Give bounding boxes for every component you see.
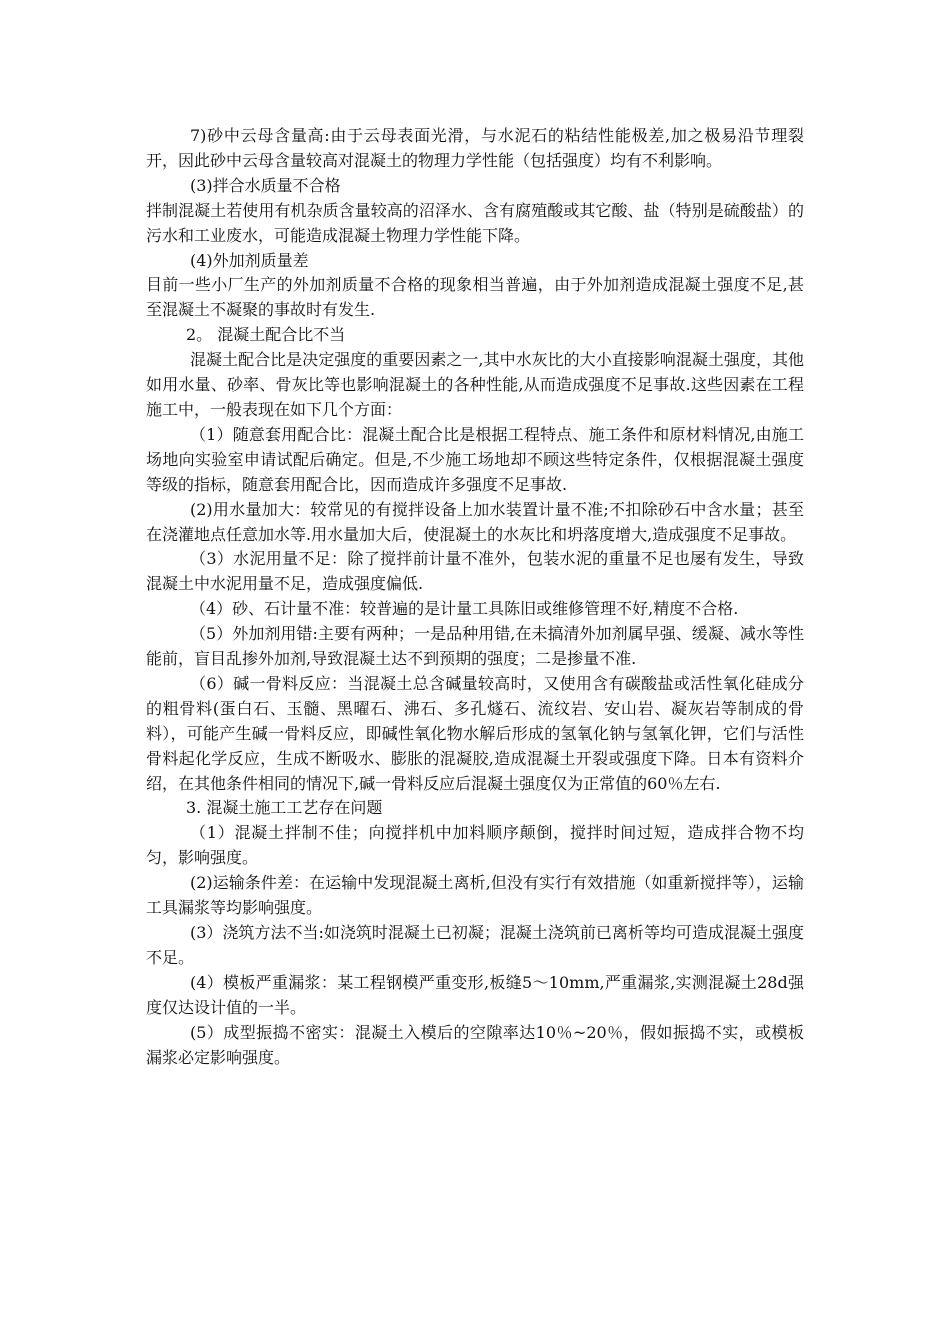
- subheading: (4)外加剂质量差: [190, 250, 309, 270]
- paragraph: (3）浇筑方法不当:如浇筑时混凝土已初凝；混凝土浇筑前已离析等均可造成混凝土强度不足。: [146, 923, 804, 967]
- paragraph: (2)用水量加大：较常见的有搅拌设备上加水装置计量不准;不扣除砂石中含水量；甚至在浇灌地点任意加水等.用水量加大后，使混凝土的水灰比和坍落度增大,造成强度不足事故。: [146, 499, 804, 544]
- paragraph: (4）模板严重漏浆：某工程钢模严重变形,板缝5～10mm,严重漏浆,实测混凝土28d强度仅达设计值的一半。: [146, 972, 804, 1017]
- paragraph: (5）成型振捣不密实：混凝土入模后的空隙率达10％~20％，假如振捣不实，或模板漏浆必定影响强度。: [146, 1022, 804, 1067]
- document-body: [146, 124, 804, 1070]
- paragraph: （1）随意套用配合比：混凝土配合比是根据工程特点、施工条件和原材料情况,由施工场地向实验室申请试配后确定。但是,不少施工场地却不顾这些特定条件，仅根据混凝土强度等级的指标，随意套用配合比，因而造成许多强度不足事故.: [146, 424, 804, 494]
- paragraph: （4）砂、石计量不准：较普遍的是计量工具陈旧或维修管理不好,精度不合格.: [190, 599, 739, 619]
- paragraph: （6）碱一骨料反应：当混凝土总含碱量较高时，又使用含有碳酸盐或活性氧化硅成分的粗骨料(蛋白石、玉髓、黑曜石、沸石、多孔燧石、流纹岩、安山岩、凝灰岩等制成的骨料），可能产生碱一骨料反应，即碱性氧化物水解后形成的氢氧化钠与氢氧化钾，它们与活性骨料起化学反应，生成不断吸水、膨胀的混凝胶,造成混凝土开裂或强度下降。日本有资料介绍，在其他条件相同的情况下,碱一骨料反应后混凝土强度仅为正常值的60％左右.: [146, 673, 804, 793]
- paragraph: （5）外加剂用错:主要有两种；一是品种用错,在未搞清外加剂属早强、缓凝、减水等性能前，盲目乱掺外加剂,导致混凝土达不到预期的强度；二是掺量不准.: [146, 624, 804, 669]
- section-heading: 2。 混凝土配合比不当: [186, 325, 346, 345]
- subheading: (3)拌合水质量不合格: [190, 175, 341, 195]
- paragraph: （3）水泥用量不足：除了搅拌前计量不准外，包装水泥的重量不足也屡有发生，导致混凝土中水泥用量不足，造成强度偏低.: [146, 549, 804, 594]
- section-heading: 3. 混凝土施工工艺存在问题: [186, 798, 383, 818]
- paragraph: 7)砂中云母含量高:由于云母表面光滑，与水泥石的粘结性能极差,加之极易沿节理裂开，因此砂中云母含量较高对混凝土的物理力学性能（包括强度）均有不利影响。: [146, 126, 804, 170]
- paragraph: 目前一些小厂生产的外加剂质量不合格的现象相当普遍，由于外加剂造成混凝土强度不足,甚至混凝土不凝聚的事故时有发生.: [146, 275, 804, 320]
- paragraph: 拌制混凝土若使用有机杂质含量较高的沼泽水、含有腐殖酸或其它酸、盐（特别是硫酸盐）的污水和工业废水，可能造成混凝土物理力学性能下降。: [146, 200, 804, 245]
- paragraph: （1）混凝土拌制不佳；向搅拌机中加料顺序颠倒，搅拌时间过短，造成拌合物不均匀，影响强度。: [146, 823, 804, 868]
- paragraph: (2)运输条件差：在运输中发现混凝土离析,但没有实行有效措施（如重新搅拌等），运输工具漏浆等均影响强度。: [146, 873, 804, 918]
- paragraph: 混凝土配合比是决定强度的重要因素之一,其中水灰比的大小直接影响混凝土强度，其他如用水量、砂率、骨灰比等也影响混凝土的各种性能,从而造成强度不足事故.这些因素在工程施工中，一般表现在如下几个方面：: [146, 350, 804, 419]
